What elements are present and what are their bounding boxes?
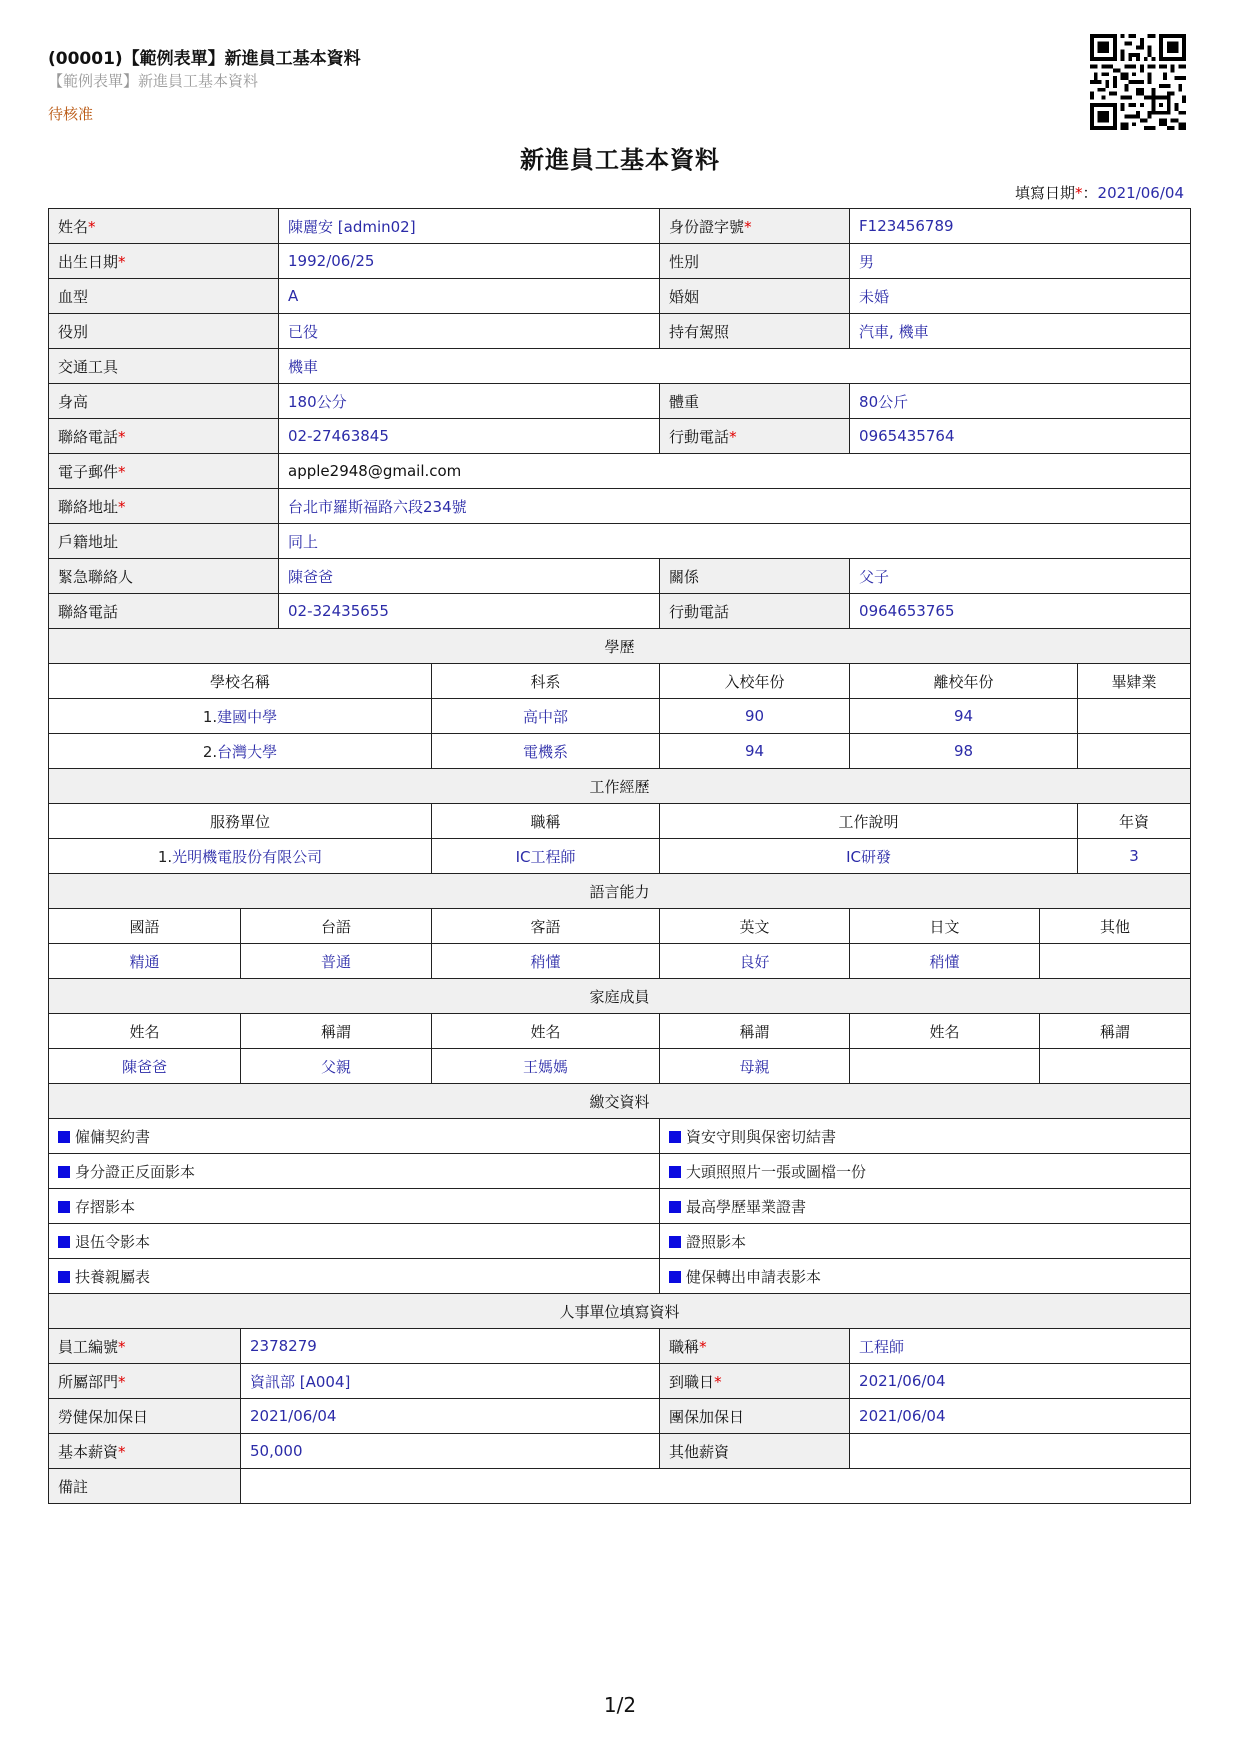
row-salary	[49, 1434, 1191, 1469]
emergency-phone-label: 聯絡電話	[49, 594, 279, 629]
row-birth-gender	[49, 244, 1191, 279]
relation-label: 關係	[660, 559, 850, 594]
address-label: 聯絡地址*	[49, 489, 279, 524]
other-language-level	[1040, 944, 1191, 979]
col-taiwanese: 台語	[241, 909, 432, 944]
emergency-mobile-label: 行動電話	[660, 594, 850, 629]
labor-insurance-label: 勞健保加保日	[49, 1399, 241, 1434]
group-insurance-label: 團保加保日	[660, 1399, 850, 1434]
row-emergency	[49, 559, 1191, 594]
col-english: 英文	[660, 909, 850, 944]
base-salary-label: 基本薪資*	[49, 1434, 241, 1469]
col-end-year: 離校年份	[850, 664, 1078, 699]
col-seniority: 年資	[1078, 804, 1191, 839]
col-family-relation: 稱謂	[1040, 1014, 1191, 1049]
mobile-label: 行動電話*	[660, 419, 850, 454]
required-mark: *	[1075, 184, 1083, 202]
row-note	[49, 1469, 1191, 1504]
row-email	[49, 454, 1191, 489]
family-relation-cell	[1040, 1049, 1191, 1084]
col-graduation: 畢肄業	[1078, 664, 1191, 699]
document-row	[49, 1259, 1191, 1294]
fill-date-label: 填寫日期	[1015, 184, 1076, 202]
language-header-row	[49, 909, 1191, 944]
graduation-cell	[1078, 699, 1191, 734]
relation-value: 父子	[850, 559, 1191, 594]
reg-address-value: 同上	[279, 524, 1191, 559]
group-insurance-value: 2021/06/04	[850, 1399, 1191, 1434]
col-start-year: 入校年份	[660, 664, 850, 699]
checked-box-icon	[58, 1271, 70, 1283]
row-height-weight	[49, 384, 1191, 419]
document-item: 僱傭契約書	[49, 1119, 660, 1154]
emergency-phone-value: 02-32435655	[279, 594, 660, 629]
status-badge: 待核准	[48, 105, 94, 123]
row-dept-start	[49, 1364, 1191, 1399]
blood-value: A	[279, 279, 660, 314]
employee-number-label: 員工編號*	[49, 1329, 241, 1364]
family-name-cell	[850, 1049, 1040, 1084]
section-language: 語言能力	[49, 874, 1191, 909]
emergency-value: 陳爸爸	[279, 559, 660, 594]
mobile-value: 0965435764	[850, 419, 1191, 454]
checked-box-icon	[669, 1166, 681, 1178]
document-row	[49, 1119, 1191, 1154]
col-department: 科系	[432, 664, 660, 699]
school-cell: 1.建國中學	[49, 699, 432, 734]
col-family-relation: 稱謂	[241, 1014, 432, 1049]
family-name-cell: 陳爸爸	[49, 1049, 241, 1084]
start-date-label: 到職日*	[660, 1364, 850, 1399]
note-label: 備註	[49, 1469, 241, 1504]
table-row	[49, 699, 1191, 734]
row-emergency-phone	[49, 594, 1191, 629]
mandarin-level: 精通	[49, 944, 241, 979]
document-row	[49, 1154, 1191, 1189]
col-family-name: 姓名	[49, 1014, 241, 1049]
job-title-cell: IC工程師	[432, 839, 660, 874]
start-date-value: 2021/06/04	[850, 1364, 1191, 1399]
row-phone-mobile	[49, 419, 1191, 454]
checked-box-icon	[669, 1201, 681, 1213]
id-value: F123456789	[850, 209, 1191, 244]
gender-label: 性別	[660, 244, 850, 279]
address-value: 台北市羅斯福路六段234號	[279, 489, 1191, 524]
department-value: 資訊部 [A004]	[241, 1364, 660, 1399]
document-item: 退伍令影本	[49, 1224, 660, 1259]
table-row	[49, 1049, 1191, 1084]
base-salary-value: 50,000	[241, 1434, 660, 1469]
military-label: 役別	[49, 314, 279, 349]
weight-label: 體重	[660, 384, 850, 419]
other-salary-value	[850, 1434, 1191, 1469]
phone-label: 聯絡電話*	[49, 419, 279, 454]
transport-value: 機車	[279, 349, 1191, 384]
department-cell: 高中部	[432, 699, 660, 734]
marriage-label: 婚姻	[660, 279, 850, 314]
col-job-title: 職稱	[432, 804, 660, 839]
taiwanese-level: 普通	[241, 944, 432, 979]
page-number: 1/2	[603, 1693, 637, 1717]
department-label: 所屬部門*	[49, 1364, 241, 1399]
row-address	[49, 489, 1191, 524]
family-relation-cell: 父親	[241, 1049, 432, 1084]
checked-box-icon	[58, 1131, 70, 1143]
seniority-cell: 3	[1078, 839, 1191, 874]
birth-value: 1992/06/25	[279, 244, 660, 279]
transport-label: 交通工具	[49, 349, 279, 384]
marriage-value: 未婚	[850, 279, 1191, 314]
table-row	[49, 839, 1191, 874]
row-emp-no-job	[49, 1329, 1191, 1364]
company-cell: 1.光明機電股份有限公司	[49, 839, 432, 874]
section-documents: 繳交資料	[49, 1084, 1191, 1119]
blood-label: 血型	[49, 279, 279, 314]
family-header-row	[49, 1014, 1191, 1049]
col-hakka: 客語	[432, 909, 660, 944]
english-level: 良好	[660, 944, 850, 979]
row-blood-marriage	[49, 279, 1191, 314]
hakka-level: 稍懂	[432, 944, 660, 979]
col-school: 學校名稱	[49, 664, 432, 699]
end-year-cell: 94	[850, 699, 1078, 734]
checked-box-icon	[669, 1271, 681, 1283]
document-row	[49, 1189, 1191, 1224]
end-year-cell: 98	[850, 734, 1078, 769]
family-name-cell: 王媽媽	[432, 1049, 660, 1084]
col-family-relation: 稱謂	[660, 1014, 850, 1049]
document-item: 大頭照照片一張或圖檔一份	[660, 1154, 1191, 1189]
row-transport	[49, 349, 1191, 384]
department-cell: 電機系	[432, 734, 660, 769]
checked-box-icon	[669, 1236, 681, 1248]
labor-insurance-value: 2021/06/04	[241, 1399, 660, 1434]
document-item: 健保轉出申請表影本	[660, 1259, 1191, 1294]
graduation-cell	[1078, 734, 1191, 769]
checked-box-icon	[669, 1131, 681, 1143]
military-value: 已役	[279, 314, 660, 349]
col-job-description: 工作說明	[660, 804, 1078, 839]
form-id-title: (00001)【範例表單】新進員工基本資料	[48, 49, 361, 69]
gender-value: 男	[850, 244, 1191, 279]
form-subtitle: 【範例表單】新進員工基本資料	[48, 72, 259, 90]
col-japanese: 日文	[850, 909, 1040, 944]
school-cell: 2.台灣大學	[49, 734, 432, 769]
document-row	[49, 1224, 1191, 1259]
section-hr: 人事單位填寫資料	[49, 1294, 1191, 1329]
col-company: 服務單位	[49, 804, 432, 839]
reg-address-label: 戶籍地址	[49, 524, 279, 559]
row-reg-address	[49, 524, 1191, 559]
fill-date-separator: ：	[1082, 184, 1098, 202]
col-family-name: 姓名	[850, 1014, 1040, 1049]
other-salary-label: 其他薪資	[660, 1434, 850, 1469]
row-name-id	[49, 209, 1191, 244]
work-header-row	[49, 804, 1191, 839]
checked-box-icon	[58, 1236, 70, 1248]
japanese-level: 稍懂	[850, 944, 1040, 979]
note-value	[241, 1469, 1191, 1504]
fill-date	[1015, 182, 1184, 203]
employee-form	[48, 208, 1191, 1504]
id-label: 身份證字號*	[660, 209, 850, 244]
license-value: 汽車, 機車	[850, 314, 1191, 349]
start-year-cell: 90	[660, 699, 850, 734]
document-item: 存摺影本	[49, 1189, 660, 1224]
section-work: 工作經歷	[49, 769, 1191, 804]
document-item: 最高學歷畢業證書	[660, 1189, 1191, 1224]
row-insurance	[49, 1399, 1191, 1434]
section-education: 學歷	[49, 629, 1191, 664]
document-item: 身分證正反面影本	[49, 1154, 660, 1189]
job-title-value: 工程師	[850, 1329, 1191, 1364]
document-title: 新進員工基本資料	[520, 146, 720, 174]
height-value: 180公分	[279, 384, 660, 419]
name-label: 姓名*	[49, 209, 279, 244]
start-year-cell: 94	[660, 734, 850, 769]
emergency-label: 緊急聯絡人	[49, 559, 279, 594]
job-title-label: 職稱*	[660, 1329, 850, 1364]
license-label: 持有駕照	[660, 314, 850, 349]
education-header-row	[49, 664, 1191, 699]
row-military-license	[49, 314, 1191, 349]
height-label: 身高	[49, 384, 279, 419]
checked-box-icon	[58, 1201, 70, 1213]
table-row	[49, 944, 1191, 979]
fill-date-value: 2021/06/04	[1097, 184, 1184, 202]
phone-value: 02-27463845	[279, 419, 660, 454]
birth-label: 出生日期*	[49, 244, 279, 279]
table-row	[49, 734, 1191, 769]
emergency-mobile-value: 0964653765	[850, 594, 1191, 629]
email-label: 電子郵件*	[49, 454, 279, 489]
email-value: apple2948@gmail.com	[279, 454, 1191, 489]
section-family: 家庭成員	[49, 979, 1191, 1014]
weight-value: 80公斤	[850, 384, 1191, 419]
document-item: 資安守則與保密切結書	[660, 1119, 1191, 1154]
checked-box-icon	[58, 1166, 70, 1178]
col-other-language: 其他	[1040, 909, 1191, 944]
qr-code-icon	[1090, 34, 1186, 130]
col-mandarin: 國語	[49, 909, 241, 944]
employee-number-value: 2378279	[241, 1329, 660, 1364]
name-value: 陳麗安 [admin02]	[279, 209, 660, 244]
document-item: 證照影本	[660, 1224, 1191, 1259]
family-relation-cell: 母親	[660, 1049, 850, 1084]
job-description-cell: IC研發	[660, 839, 1078, 874]
document-item: 扶養親屬表	[49, 1259, 660, 1294]
col-family-name: 姓名	[432, 1014, 660, 1049]
